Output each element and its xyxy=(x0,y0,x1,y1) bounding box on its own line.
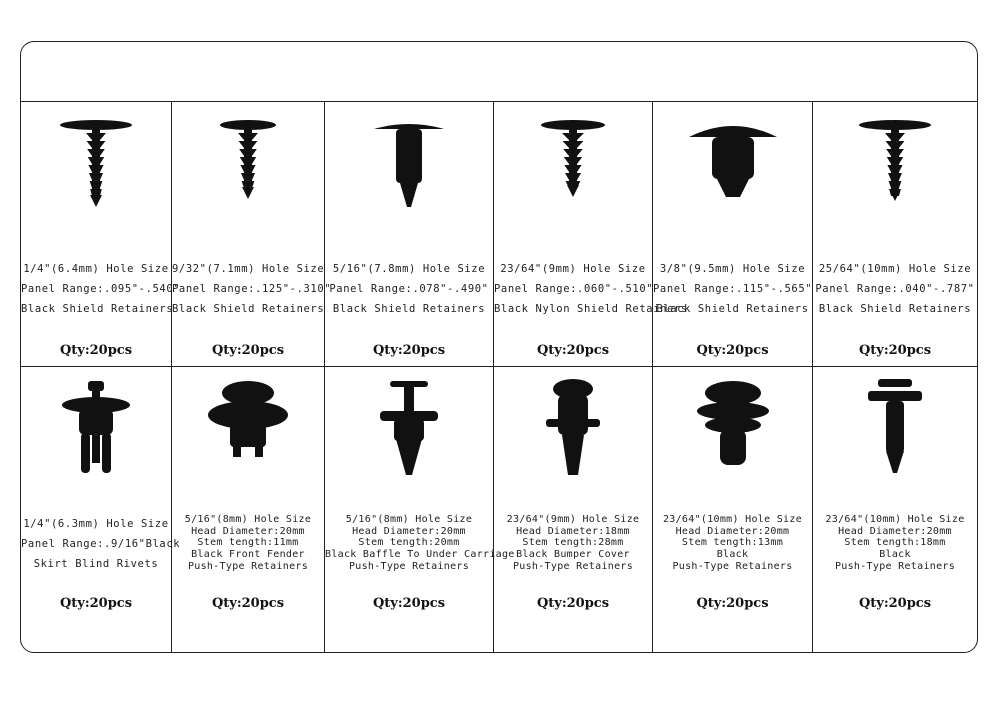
description-line: Black Bumper Cover xyxy=(516,549,630,561)
product-cell xyxy=(813,101,977,367)
product-description xyxy=(653,514,812,573)
description-line: Stem tength:18mm xyxy=(844,537,946,549)
push-retainer-icon xyxy=(494,379,652,489)
product-description xyxy=(325,514,515,573)
description-line: Stem tength:11mm xyxy=(197,537,299,549)
description-line: Head Diameter:20mm xyxy=(352,525,466,537)
tree-clip-icon xyxy=(172,113,324,223)
description-line: Black Nylon Shield Retainers xyxy=(494,303,688,315)
push-retainer-icon xyxy=(653,379,812,489)
product-description xyxy=(21,514,181,574)
product-description xyxy=(813,514,977,573)
description-line: 23/64"(10mm) Hole Size xyxy=(662,514,803,525)
description-line: Black xyxy=(716,549,749,561)
description-line: Panel Range:.040"-.787" xyxy=(815,283,975,295)
tree-clip-icon xyxy=(325,113,493,223)
description-line: 5/16"(8mm) Hole Size xyxy=(184,514,312,525)
product-cell xyxy=(653,101,813,367)
quantity-label: Qty:20pcs xyxy=(211,343,285,358)
product-description xyxy=(653,259,812,319)
push-retainer-icon xyxy=(325,379,493,489)
description-line: Black Baffle To Under Carriage xyxy=(325,549,515,561)
description-line: 1/4"(6.3mm) Hole Size xyxy=(23,518,169,530)
quantity-label: Qty:20pcs xyxy=(59,343,133,358)
description-line: 23/64"(9mm) Hole Size xyxy=(500,263,646,275)
description-line: 5/16"(7.8mm) Hole Size xyxy=(332,263,486,275)
description-line: Black Front Fender xyxy=(191,549,305,561)
description-line: 9/32"(7.1mm) Hole Size xyxy=(172,263,325,275)
tree-clip-icon xyxy=(21,113,171,223)
description-line: Black Shield Retainers xyxy=(332,303,486,315)
description-line: Skirt Blind Rivets xyxy=(33,558,159,570)
description-line: Stem tength:28mm xyxy=(522,537,624,549)
description-line: 3/8"(9.5mm) Hole Size xyxy=(659,263,806,275)
quantity-label: Qty:20pcs xyxy=(536,343,610,358)
description-line: 1/4"(6.4mm) Hole Size xyxy=(23,263,169,275)
description-line: Panel Range:.060"-.510" xyxy=(494,283,654,295)
quantity-label: Qty:20pcs xyxy=(696,343,769,358)
description-line: 23/64"(9mm) Hole Size xyxy=(506,514,640,525)
description-line: Black Shield Retainers xyxy=(172,303,325,315)
quantity-label: Qty:20pcs xyxy=(858,343,932,358)
product-cell xyxy=(494,101,688,367)
description-line: Panel Range:.078"-.490" xyxy=(329,283,489,295)
product-description xyxy=(21,259,181,319)
product-cell xyxy=(172,101,332,367)
description-line: Black Shield Retainers xyxy=(656,303,809,315)
product-description xyxy=(172,259,332,319)
description-line: 23/64"(10mm) Hole Size xyxy=(825,514,965,525)
description-line: Push-Type Retainers xyxy=(834,560,956,572)
product-description xyxy=(325,259,493,319)
description-line: Push-Type Retainers xyxy=(672,560,793,572)
description-line: Panel Range:.095"-.540" xyxy=(21,283,181,295)
description-line: Head Diameter:18mm xyxy=(516,525,630,537)
quantity-label: Qty:20pcs xyxy=(372,343,446,358)
push-retainer-icon xyxy=(813,379,977,489)
product-description xyxy=(494,259,688,319)
description-line: Head Diameter:20mm xyxy=(191,525,305,537)
description-line: Black xyxy=(879,549,911,561)
description-line: Push-Type Retainers xyxy=(187,560,309,572)
catalog-frame xyxy=(20,41,978,653)
quantity-label: Qty:20pcs xyxy=(211,596,285,611)
description-line: Stem tength:13mm xyxy=(681,537,784,549)
product-description xyxy=(494,514,652,573)
product-cell xyxy=(172,367,325,653)
quantity-label: Qty:20pcs xyxy=(858,596,932,611)
tree-clip-icon xyxy=(813,113,977,223)
push-retainer-icon xyxy=(172,379,324,489)
description-line: Panel Range:.9/16"Black xyxy=(21,538,181,550)
product-description xyxy=(172,514,324,573)
description-line: Stem tength:20mm xyxy=(358,537,460,549)
description-line: Black Shield Retainers xyxy=(21,303,174,315)
description-line: Panel Range:.115"-.565" xyxy=(653,283,813,295)
tree-clip-icon xyxy=(494,113,652,223)
description-line: Push-Type Retainers xyxy=(348,560,470,572)
header-band xyxy=(21,42,977,102)
description-line: Head Diameter:20mm xyxy=(675,525,790,537)
description-line: 25/64"(10mm) Hole Size xyxy=(818,263,972,275)
description-line: Push-Type Retainers xyxy=(512,560,634,572)
product-cell xyxy=(813,367,977,653)
blind-rivet-icon xyxy=(21,379,171,489)
quantity-label: Qty:20pcs xyxy=(536,596,610,611)
quantity-label: Qty:20pcs xyxy=(372,596,446,611)
quantity-label: Qty:20pcs xyxy=(59,596,133,611)
description-line: Black Shield Retainers xyxy=(818,303,972,315)
product-cell xyxy=(494,367,653,653)
description-line: 5/16"(8mm) Hole Size xyxy=(345,514,473,525)
product-cell xyxy=(653,367,813,653)
product-grid xyxy=(21,101,977,653)
description-line: Head Diameter:20mm xyxy=(838,525,952,537)
product-cell xyxy=(325,367,515,653)
product-cell xyxy=(325,101,494,367)
tree-clip-icon xyxy=(653,113,812,223)
product-cell xyxy=(21,101,181,367)
product-description xyxy=(813,259,977,319)
quantity-label: Qty:20pcs xyxy=(696,596,769,611)
product-cell xyxy=(21,367,181,653)
description-line: Panel Range:.125"-.310" xyxy=(172,283,332,295)
